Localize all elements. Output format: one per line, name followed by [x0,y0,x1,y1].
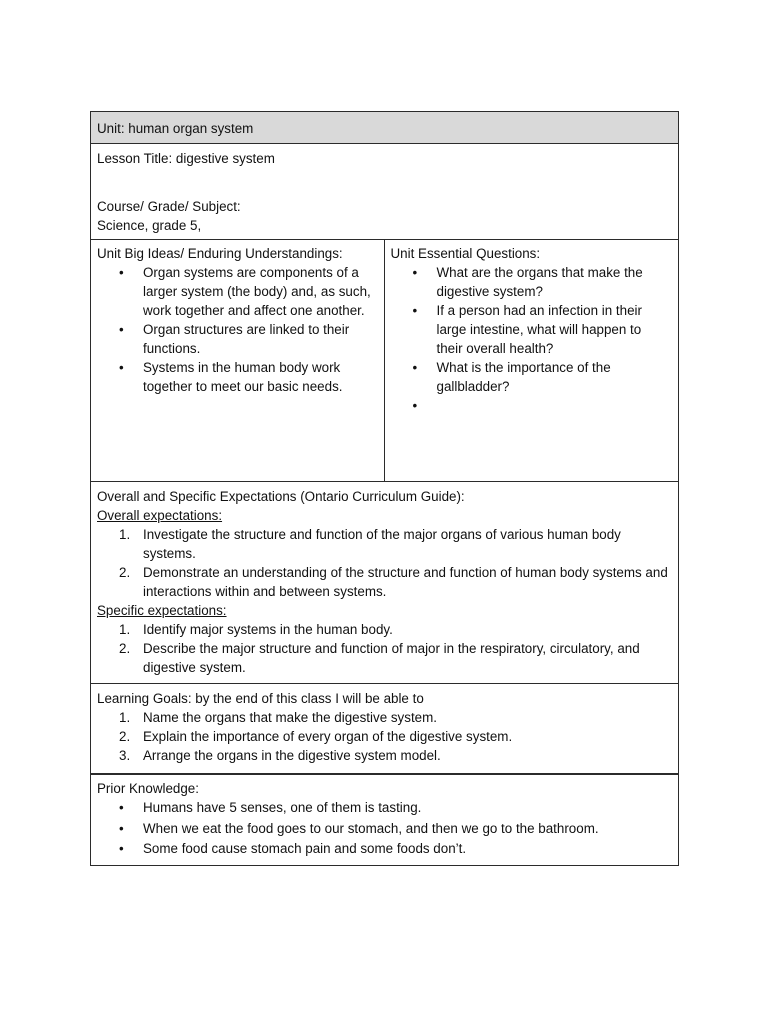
lesson-row [91,143,678,239]
bullet-marker: • [412,265,418,280]
goal-text: Explain the importance of every organ of the digestive system. [143,729,513,744]
lesson-plan-table [90,111,679,866]
list-item [97,358,378,396]
expectations-row [91,481,678,683]
expectation-text: Investigate the structure and function of the major organs of various human body systems. [143,527,621,561]
specific-expectations-label: Specific expectations: [97,603,227,618]
learning-goals-heading: Learning Goals: by the end of this class I will be able to [97,691,424,706]
course-label: Course/ Grade/ Subject: [97,199,241,214]
bullet-marker: • [119,265,124,280]
specific-expectations-list [97,620,678,677]
unit-row [91,112,678,143]
list-item [97,746,678,765]
question-text: What is the importance of the gallbladder? [436,360,611,394]
prior-knowledge-text: When we eat the food goes to our stomach, and then we go to the bathroom. [143,820,599,836]
list-item [97,320,378,358]
big-ideas-heading: Unit Big Ideas/ Enduring Understandings: [97,246,343,261]
bullet-marker: • [119,800,124,815]
big-ideas-cell [91,240,385,481]
number-marker: 1. [119,622,131,637]
number-marker: 2. [119,729,131,744]
prior-knowledge-text: Some food cause stomach pain and some foods don’t. [143,841,467,856]
lesson-title: Lesson Title: digestive system [97,151,275,166]
number-marker: 3. [119,748,131,763]
prior-knowledge-text: Humans have 5 senses, one of them is tasting. [143,800,422,815]
question-text: What are the organs that make the digestive system? [436,265,643,299]
bullet-marker: • [412,360,418,375]
ideas-questions-row [91,239,678,481]
bullet-marker: • [119,820,124,836]
question-text: If a person had an infection in their large intestine, what will happen to their overall health? [436,303,642,356]
expectation-text: Demonstrate an understanding of the structure and function of human body systems and interactions within and between systems. [143,565,668,599]
expectation-text: Describe the major structure and function of major in the respiratory, circulatory, and digestive system. [143,641,640,675]
list-item [97,839,678,858]
big-idea-text: Organ structures are linked to their functions. [143,322,350,356]
bullet-marker: • [412,303,418,318]
list-item [97,708,678,727]
number-marker: 1. [119,710,131,725]
goal-text: Name the organs that make the digestive system. [143,710,437,725]
number-marker: 2. [119,565,131,580]
prior-knowledge-list [97,798,678,858]
list-item [391,396,673,415]
list-item [97,819,678,838]
big-ideas-list [97,263,378,396]
learning-goals-row [91,683,678,773]
expectations-heading: Overall and Specific Expectations (Ontario Curriculum Guide): [97,489,465,504]
unit-label: Unit: human organ system [97,121,254,136]
list-item [97,639,678,677]
essential-questions-cell [385,240,679,481]
prior-knowledge-row [91,773,678,865]
list-item [97,620,678,639]
big-idea-text: Systems in the human body work together to meet our basic needs. [143,360,343,394]
essential-questions-heading: Unit Essential Questions: [390,246,541,261]
big-idea-text: Organ systems are components of a larger system (the body) and, as such, work together and affect one another. [143,265,371,318]
goal-text: Arrange the organs in the digestive system model. [143,748,441,763]
expectation-text: Identify major systems in the human body. [143,622,393,637]
list-item [97,727,678,746]
bullet-marker: • [119,841,124,856]
list-item [391,358,673,396]
list-item [97,798,678,817]
overall-expectations-label: Overall expectations: [97,508,223,523]
list-item [97,563,678,601]
list-item [97,263,378,320]
course-value: Science, grade 5, [97,218,202,233]
essential-questions-list [391,263,673,415]
overall-expectations-list [97,525,678,601]
list-item [391,263,673,301]
learning-goals-list [97,708,678,765]
bullet-marker: • [412,398,418,413]
list-item [97,525,678,563]
number-marker: 1. [119,527,131,542]
list-item [391,301,673,358]
number-marker: 2. [119,641,131,656]
bullet-marker: • [119,360,124,375]
prior-knowledge-heading: Prior Knowledge: [97,781,199,796]
bullet-marker: • [119,322,124,337]
